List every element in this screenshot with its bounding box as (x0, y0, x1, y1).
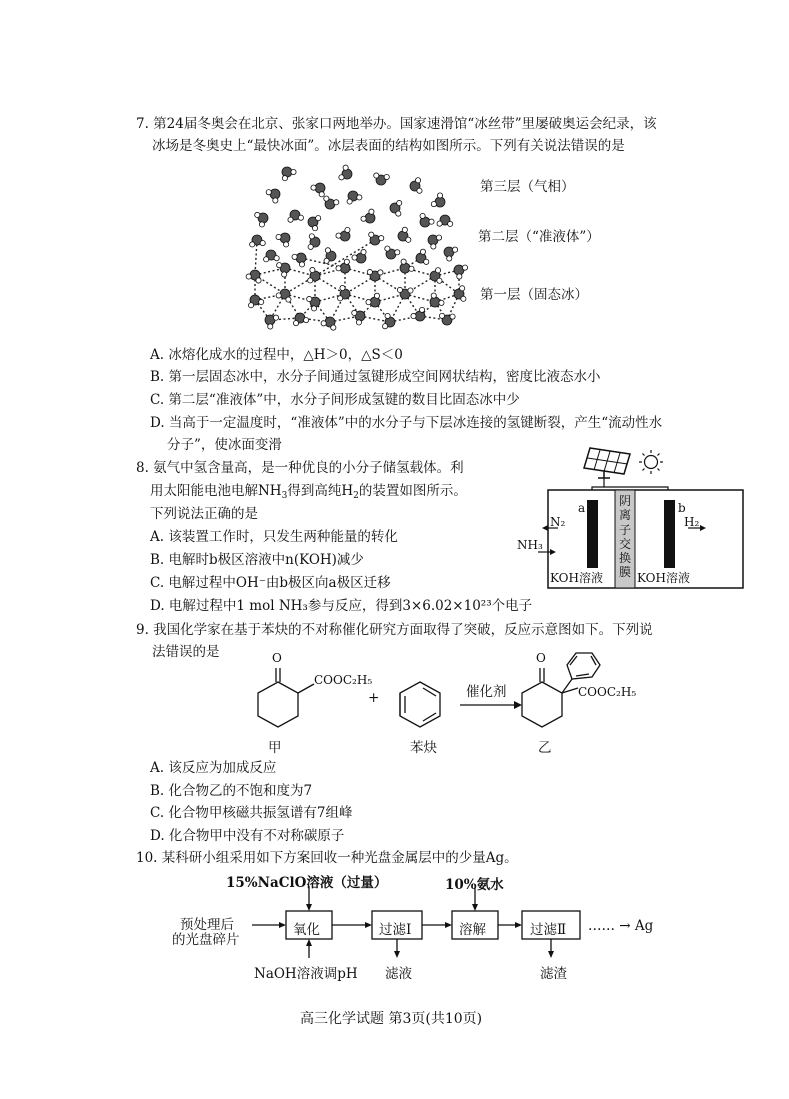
h2-label: H₂ (684, 515, 700, 529)
q7-stem-line2: 冰场是冬奥史上“最快冰面”。冰层表面的结构如图所示。下列有关说法错误的是 (152, 138, 625, 154)
q9-stem-line1: 9. 我国化学家在基于苯炔的不对称催化研究方面取得了突破，反应示意图如下。下列说 (136, 622, 653, 638)
name-benzyne: 苯炔 (410, 740, 437, 756)
water-molecule (374, 173, 390, 185)
water-molecule (276, 233, 290, 247)
q8-option-c: C. 电解过程中OH⁻由b极区向a极区迁移 (150, 575, 391, 591)
water-molecule (311, 183, 325, 197)
start-material-line1: 预处理后 (180, 917, 234, 933)
q7-stem-line1: 7. 第24届冬奥会在北京、张家口两地举办。国家速滑馆“冰丝带”里屡破奥运会纪录，该 (136, 116, 657, 132)
water-molecule (444, 247, 458, 261)
q8-stem2-mid: 得到高纯H (287, 483, 354, 499)
water-molecule (321, 317, 336, 330)
solar-panel-icon (584, 448, 630, 478)
water-molecule (416, 249, 429, 264)
water-molecule (369, 232, 384, 245)
water-molecule (428, 235, 442, 249)
membrane-char: 膜 (618, 565, 631, 580)
reagent-ammonia: 10%氨水 (445, 877, 504, 893)
koh-left-label: KOH溶液 (550, 571, 603, 585)
sun-icon (639, 450, 663, 474)
layer3-label: 第三层（气相） (480, 179, 575, 195)
membrane-char: 换 (618, 551, 631, 566)
q8-stem2-post: 的装置如图所示。 (358, 483, 467, 499)
water-molecule (411, 307, 425, 321)
water-molecule (439, 313, 455, 325)
q7-option-d-line1: D. 当高于一定温度时，“准液体”中的水分子与下层冰连接的氢键断裂，产生“流动性水 (150, 415, 663, 431)
compound-jia-structure (258, 668, 314, 727)
water-molecule (385, 246, 400, 259)
water-molecule (324, 196, 339, 209)
water-molecule (250, 235, 266, 247)
layer2-label: 第二层（“准液体”） (478, 229, 600, 245)
name-jia: 甲 (268, 740, 282, 756)
start-material-line2: 的光盘碎片 (172, 932, 240, 948)
water-molecule (366, 293, 380, 307)
water-molecule (264, 250, 280, 262)
water-molecule (336, 227, 350, 241)
electrode-b-label: b (678, 501, 686, 515)
o-left-label: O (272, 651, 282, 665)
q9-option-a: A. 该反应为加成反应 (150, 760, 277, 776)
water-molecule (308, 267, 320, 283)
layer1-label: 第一层（固态冰） (480, 287, 588, 303)
water-molecule (282, 167, 296, 181)
water-molecule (266, 189, 280, 203)
step-dissolve: 溶解 (459, 922, 486, 938)
electrode-a-label: a (578, 501, 586, 515)
page-footer: 高三化学试题 第3页(共10页) (300, 1011, 483, 1027)
koh-right-label: KOH溶液 (637, 571, 690, 585)
membrane-char: 阴 (618, 494, 631, 508)
water-molecule (308, 234, 320, 250)
water-molecule (339, 165, 352, 180)
end-product-ag: …… → Ag (588, 918, 654, 934)
water-molecule (361, 209, 375, 223)
plus-sign: + (368, 690, 380, 706)
filtrate-label: 滤液 (385, 966, 412, 982)
q7-option-a: A. 冰熔化成水的过程中，△H＞0，△S＜0 (150, 347, 403, 363)
q10-stem: 10. 某科研小组采用如下方案回收一种光盘金属层中的少量Ag。 (136, 850, 518, 866)
water-molecule (454, 265, 468, 279)
q8-stem-line3: 下列说法正确的是 (150, 506, 258, 522)
q8-option-d: D. 电解过程中1 mol NH₃参与反应，得到3×6.02×10²³个电子 (150, 598, 533, 614)
water-molecule (437, 215, 453, 227)
water-molecule (400, 259, 414, 273)
q9-option-b: B. 化合物乙的不饱和度为7 (150, 783, 313, 799)
water-molecule (420, 213, 434, 227)
ester-right-label: COOC₂H₅ (578, 685, 637, 699)
water-molecule (248, 295, 263, 308)
water-molecule (276, 289, 291, 302)
q9-option-d: D. 化合物甲中没有不对称碳原子 (150, 828, 345, 844)
water-molecule (246, 270, 261, 283)
name-yi: 乙 (538, 740, 552, 756)
water-molecule (431, 193, 445, 207)
q8-stem-line2: 用太阳能电池电解$NH_3$得到高纯$H_2$的装置如图所示。 (150, 483, 467, 501)
residue-label: 滤渣 (540, 966, 567, 982)
catalyst-label: 催化剂 (466, 684, 507, 700)
electrolysis-apparatus (538, 440, 758, 590)
q8-stem2-pre: 用太阳能电池电解NH (150, 483, 282, 499)
q9-option-c: C. 化合物甲核磁共振氢谱有7组峰 (150, 805, 353, 821)
water-molecule (398, 227, 411, 242)
o-right-label: O (536, 651, 546, 665)
water-molecule (397, 287, 413, 299)
water-molecule (308, 215, 321, 230)
water-molecule (265, 315, 279, 329)
water-molecule (255, 212, 268, 227)
water-molecule (293, 313, 308, 326)
reaction-scheme (250, 655, 670, 745)
naoh-ph-adjust: NaOH溶液调pH (254, 966, 358, 982)
n2-label: N₂ (550, 515, 566, 529)
q7-option-b: B. 第一层固态冰中，水分子间通过氢键形成空间网状结构，密度比液态水小 (150, 369, 601, 385)
water-molecule (430, 268, 442, 284)
nh3-label: NH₃ (517, 538, 543, 552)
ice-surface-structure-figure (235, 160, 475, 335)
q8-option-b: B. 电解时b极区溶液中n(KOH)减少 (150, 552, 364, 568)
reagent-naclo: 15%NaClO溶液（过量） (226, 875, 388, 891)
water-molecule (336, 259, 350, 273)
membrane-char: 子 (618, 522, 631, 537)
q8-option-a: A. 该装置工作时，只发生两种能量的转化 (150, 529, 398, 545)
step-filter-2: 过滤Ⅱ (530, 922, 567, 938)
water-molecule (430, 293, 444, 307)
q7-option-c: C. 第二层“准液体”中，水分子间形成氢键的数目比固态冰中少 (150, 392, 520, 408)
water-molecule (324, 248, 336, 264)
water-molecule (410, 178, 422, 194)
q8-stem-line1: 8. 氨气中氢含量高，是一种优良的小分子储氢载体。利 (136, 460, 464, 476)
q9-stem-line2: 法错误的是 (152, 644, 220, 660)
water-molecule (288, 210, 304, 222)
step-oxidation: 氧化 (293, 922, 320, 938)
water-molecule (382, 313, 395, 328)
membrane-char: 离 (618, 508, 631, 523)
step-filter-1: 过滤Ⅰ (379, 922, 412, 938)
membrane-label (617, 494, 633, 580)
ester-left-label: COOC₂H₅ (314, 673, 373, 687)
water-molecule (454, 286, 466, 302)
benzyne-structure (400, 682, 440, 727)
water-molecule (390, 200, 402, 216)
water-molecule (347, 191, 362, 204)
q7-option-d-line2: 分子”，使冰面变滑 (167, 437, 282, 453)
water-molecule (352, 249, 366, 263)
membrane-char: 交 (618, 536, 631, 551)
water-molecule (292, 253, 306, 267)
